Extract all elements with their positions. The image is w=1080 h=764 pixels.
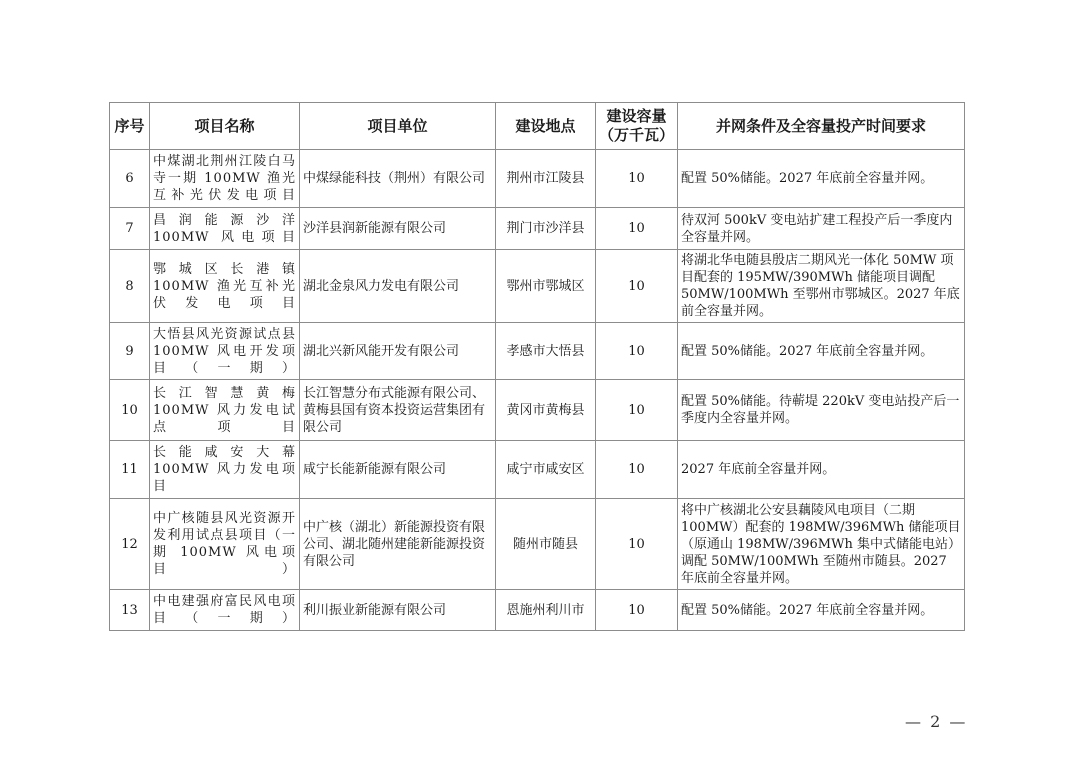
cell-name: 昌润能源沙洋 100MW 风电项目	[150, 208, 300, 250]
cell-capacity: 10	[596, 250, 678, 323]
cell-requirement: 配置 50%储能。2027 年底前全容量并网。	[678, 323, 965, 380]
cell-no: 11	[110, 441, 150, 499]
cell-unit: 中煤绿能科技（荆州）有限公司	[300, 150, 496, 208]
cell-unit: 咸宁长能新能源有限公司	[300, 441, 496, 499]
header-unit: 项目单位	[300, 103, 496, 150]
cell-unit: 沙洋县润新能源有限公司	[300, 208, 496, 250]
cell-unit: 长江智慧分布式能源有限公司、黄梅县国有资本投资运营集团有限公司	[300, 380, 496, 441]
cell-capacity: 10	[596, 590, 678, 631]
cell-requirement: 配置 50%储能。待蕲堤 220kV 变电站投产后一季度内全容量并网。	[678, 380, 965, 441]
cell-requirement: 将中广核湖北公安县藕陵风电项目（二期 100MW）配套的 198MW/396MWh 储能项目（原通山 198MW/396MWh 集中式储能电站）调配 50MW/100MWh 至随州市随县。2027 年底前全容量并网。	[678, 499, 965, 590]
cell-capacity: 10	[596, 208, 678, 250]
header-capacity	[596, 103, 678, 150]
cell-capacity: 10	[596, 150, 678, 208]
header-requirement: 并网条件及全容量投产时间要求	[678, 103, 965, 150]
cell-location: 鄂州市鄂城区	[496, 250, 596, 323]
cell-location: 咸宁市咸安区	[496, 441, 596, 499]
page-number: — 2 —	[905, 712, 968, 731]
cell-capacity: 10	[596, 380, 678, 441]
cell-no: 6	[110, 150, 150, 208]
cell-location: 荆门市沙洋县	[496, 208, 596, 250]
cell-name: 长能咸安大幕 100MW 风力发电项目	[150, 441, 300, 499]
table-row	[110, 150, 965, 208]
header-location: 建设地点	[496, 103, 596, 150]
cell-location: 孝感市大悟县	[496, 323, 596, 380]
cell-no: 13	[110, 590, 150, 631]
cell-name: 中广核随县风光资源开发利用试点县项目（一期 100MW 风电项目）	[150, 499, 300, 590]
cell-unit: 湖北兴新风能开发有限公司	[300, 323, 496, 380]
cell-no: 12	[110, 499, 150, 590]
cell-unit: 利川振业新能源有限公司	[300, 590, 496, 631]
cell-capacity: 10	[596, 441, 678, 499]
cell-requirement: 配置 50%储能。2027 年底前全容量并网。	[678, 590, 965, 631]
table-row	[110, 590, 965, 631]
cell-unit: 中广核（湖北）新能源投资有限公司、湖北随州建能新能源投资有限公司	[300, 499, 496, 590]
cell-capacity: 10	[596, 499, 678, 590]
cell-name: 长江智慧黄梅 100MW 风力发电试点项目	[150, 380, 300, 441]
header-row	[110, 103, 965, 150]
projects-table	[109, 102, 965, 631]
table-row	[110, 250, 965, 323]
cell-no: 7	[110, 208, 150, 250]
cell-location: 荆州市江陵县	[496, 150, 596, 208]
table-row	[110, 208, 965, 250]
cell-unit: 湖北金泉风力发电有限公司	[300, 250, 496, 323]
header-capacity-line2: （万千瓦）	[599, 126, 675, 144]
cell-name: 大悟县风光资源试点县 100MW 风电开发项目（一期）	[150, 323, 300, 380]
cell-no: 10	[110, 380, 150, 441]
cell-capacity: 10	[596, 323, 678, 380]
cell-location: 恩施州利川市	[496, 590, 596, 631]
cell-no: 9	[110, 323, 150, 380]
table-header	[110, 103, 965, 150]
header-no: 序号	[110, 103, 150, 150]
cell-name: 鄂城区长港镇 100MW 渔光互补光伏发电项目	[150, 250, 300, 323]
header-capacity-line1: 建设容量	[606, 107, 667, 125]
table-row	[110, 441, 965, 499]
cell-requirement: 将湖北华电随县殷店二期风光一体化 50MW 项目配套的 195MW/390MWh 储能项目调配 50MW/100MWh 至鄂州市鄂城区。2027 年底前全容量并网。	[678, 250, 965, 323]
cell-requirement: 2027 年底前全容量并网。	[678, 441, 965, 499]
cell-location: 随州市随县	[496, 499, 596, 590]
cell-location: 黄冈市黄梅县	[496, 380, 596, 441]
table-row	[110, 323, 965, 380]
cell-no: 8	[110, 250, 150, 323]
cell-name: 中电建强府富民风电项目（一期）	[150, 590, 300, 631]
cell-requirement: 待双河 500kV 变电站扩建工程投产后一季度内全容量并网。	[678, 208, 965, 250]
cell-requirement: 配置 50%储能。2027 年底前全容量并网。	[678, 150, 965, 208]
table-row	[110, 499, 965, 590]
table-body	[110, 150, 965, 631]
cell-name: 中煤湖北荆州江陵白马寺一期 100MW 渔光互补光伏发电项目	[150, 150, 300, 208]
table-row	[110, 380, 965, 441]
header-name: 项目名称	[150, 103, 300, 150]
